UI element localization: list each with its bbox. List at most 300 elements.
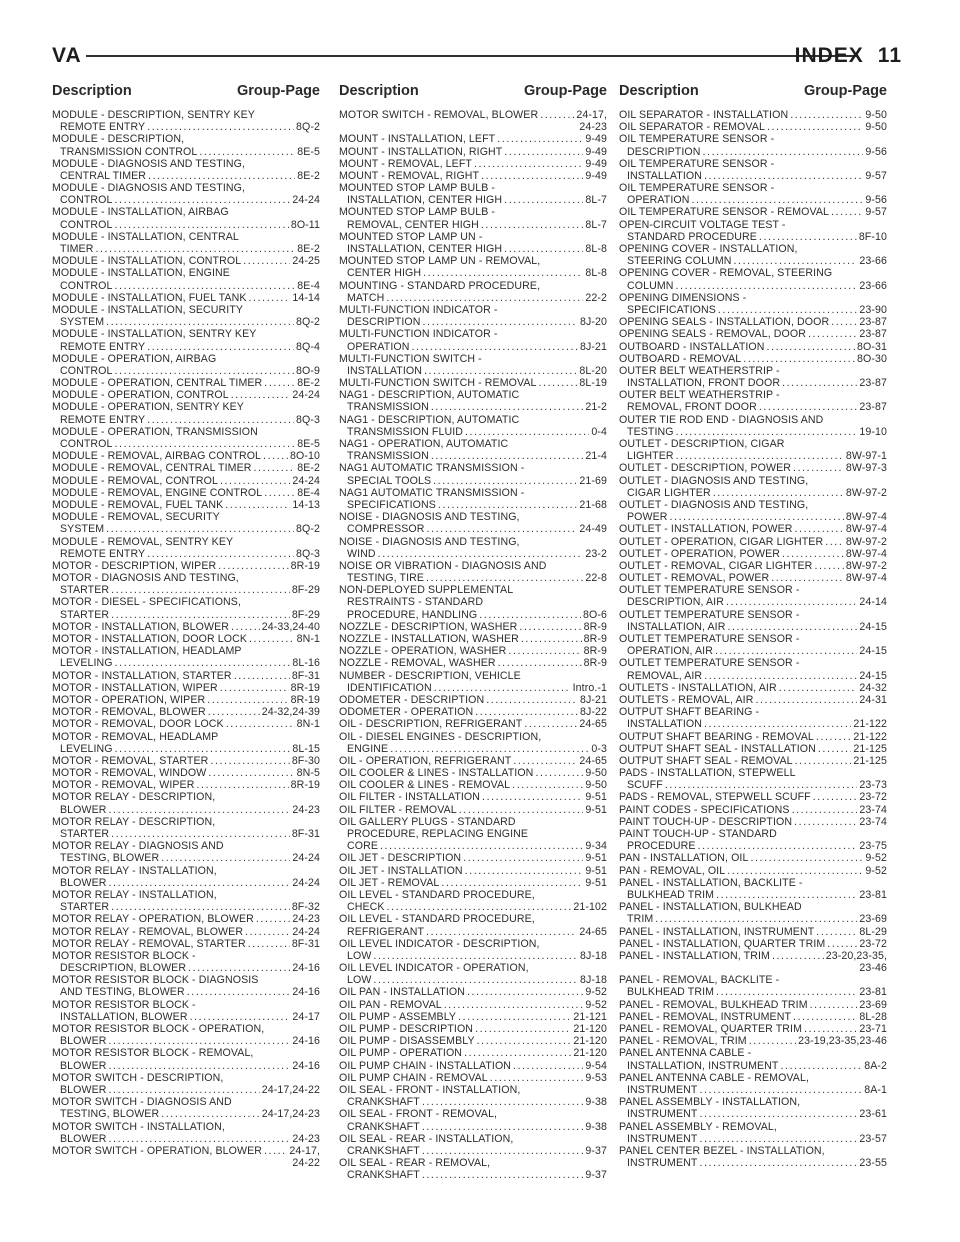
entry-text: PANEL - REMOVAL, INSTRUMENT [619,1010,792,1023]
dot-leader [373,974,578,986]
index-entry-line [52,609,320,621]
index-entry-line [52,146,320,158]
index-entry [52,511,320,535]
index-entry [52,487,320,499]
dot-leader [804,1023,857,1035]
index-entry-line [52,1108,320,1120]
dot-leader [188,962,290,974]
index-entry [619,328,887,340]
manual-code: VA [52,44,82,67]
entry-text: ODOMETER - DESCRIPTION [339,694,485,706]
group-page-ref: 21-4 [585,450,607,463]
index-column-1 [52,109,320,1169]
index-entry-line [339,1108,607,1120]
entry-text: MOTOR SWITCH - OPERATION, BLOWER [52,1144,262,1157]
dot-leader [243,255,290,267]
index-entry [619,694,887,706]
dot-leader [474,158,583,170]
index-entry-line [619,901,887,913]
group-page-ref: 23-72 [859,791,887,804]
group-page-ref-continued: 24-23 [579,121,607,134]
dot-leader [115,219,289,231]
dot-leader [727,621,857,633]
index-entry-line [619,621,887,633]
index-entry-line [52,877,320,889]
index-entry-line [619,292,887,304]
index-entry-line [619,487,887,499]
entry-text: OIL FILTER - INSTALLATION [339,791,481,804]
index-entry [339,938,607,962]
index-entry [52,974,320,998]
index-entry-line [619,219,887,231]
entry-text: NOISE OR VIBRATION - DIAGNOSIS AND [339,559,547,572]
index-entry-line [339,170,607,182]
group-page-ref: 9-51 [585,864,607,877]
group-page-ref: 24-15 [859,669,887,682]
entry-text: OUTER BELT WEATHERSTRIP - [619,364,780,377]
entry-text: NOZZLE - OPERATION, WASHER [339,645,507,658]
entry-text: NAG1 - OPERATION, AUTOMATIC [339,438,509,451]
dot-leader [477,1035,572,1047]
index-entry-line [619,499,887,511]
index-entry [339,511,607,535]
group-page-ref: 8F-30 [291,754,320,767]
group-page-ref: 23-61 [859,1108,887,1121]
index-entry [52,633,320,645]
entry-text: NAG1 - DESCRIPTION, AUTOMATIC [339,389,520,402]
dot-leader [115,194,291,206]
index-entry-line [52,926,320,938]
dot-leader [254,462,296,474]
index-entry [619,609,887,633]
entry-text: MODULE - REMOVAL, ENGINE CONTROL [52,486,263,499]
index-entry [339,182,607,206]
index-entry-line [339,194,607,206]
index-entry-line [339,731,607,743]
entry-text: MOTOR - REMOVAL, WINDOW [52,767,207,780]
index-entry [619,1072,887,1096]
index-entry [339,816,607,853]
index-entry-line [619,231,887,243]
index-entry [339,718,607,730]
dot-leader [504,146,583,158]
index-entry [619,755,887,767]
index-entry-line [52,450,320,462]
entry-text: REFRIGERANT [347,925,425,938]
index-entry-line [339,1084,607,1096]
index-entry-line [619,743,887,755]
index-entry-line [619,1035,887,1047]
entry-text: MOUNT - INSTALLATION, LEFT [339,133,496,146]
group-page-ref: 8R-19 [290,694,320,706]
dot-leader [814,560,843,572]
index-entry-line [339,1145,607,1157]
entry-text: OIL COOLER & LINES - REMOVAL [339,779,511,792]
group-page-ref: 9-38 [585,1120,607,1133]
entry-text: OUTLET - DIAGNOSIS AND TESTING, [619,474,809,487]
group-page-ref: 21-69 [579,474,607,487]
entry-text: OUTLETS - REMOVAL, AIR [619,694,754,706]
dot-leader [699,1084,862,1096]
index-entry [52,597,320,621]
index-entry [339,1060,607,1072]
entry-text: OPENING COVER - REMOVAL, STEERING [619,267,833,280]
index-entry-line [619,852,887,864]
entry-text: OPENING SEALS - REMOVAL, DOOR [619,328,806,341]
group-page-ref: 24-23 [292,1132,320,1145]
dot-leader [716,987,857,999]
index-entry [619,499,887,523]
dot-leader [463,852,583,864]
index-entry-line [619,779,887,791]
index-entry [52,560,320,572]
entry-text: MOTOR RESISTOR BLOCK - DIAGNOSIS [52,974,259,987]
group-page-ref: 24-23 [292,803,320,816]
index-entry-line [52,865,320,877]
entry-text: MODULE - REMOVAL, CENTRAL TIMER [52,462,252,475]
index-entry [339,462,607,486]
entry-text: OUTLET - DIAGNOSIS AND TESTING, [619,499,809,511]
index-entry [339,779,607,791]
dot-leader [161,852,290,864]
index-entry [339,487,607,511]
index-entry [339,865,607,877]
entry-text: OIL SEPARATOR - REMOVAL [619,121,765,134]
entry-text: BULKHEAD TRIM [627,889,715,901]
entry-text: BLOWER [60,1059,107,1072]
entry-text: BLOWER [60,1132,107,1145]
entry-text: MATCH [347,291,385,304]
index-entry-line [52,487,320,499]
entry-text: MOTOR RESISTOR BLOCK - [52,949,196,962]
index-entry-line [619,560,887,572]
entry-text: STANDARD PROCEDURE [627,230,757,243]
entry-text: OIL SEAL - REAR - REMOVAL, [339,1157,491,1170]
dot-leader [187,987,291,999]
entry-text: PANEL ANTENNA CABLE - REMOVAL, [619,1071,810,1084]
entry-text: MOUNTING - STANDARD PROCEDURE, [339,279,541,292]
dot-leader [704,670,857,682]
entry-text: OIL PAN - REMOVAL [339,998,442,1011]
dot-leader [226,718,295,730]
entry-text: MOTOR RELAY - OPERATION, BLOWER [52,913,254,926]
group-page-ref: 8L-8 [585,267,607,280]
index-entry-line [339,426,607,438]
dot-leader [540,109,574,121]
dot-leader [426,572,583,584]
index-entry [52,353,320,377]
index-entry-line [339,645,607,657]
index-column-2 [339,109,607,1182]
index-entry-line [52,377,320,389]
entry-text: MOTOR RELAY - DESCRIPTION, [52,815,216,828]
dot-leader [109,1084,260,1096]
group-page-ref: 21-125 [853,754,887,767]
entry-text: LIGHTER [627,450,674,463]
group-page-ref: 21-2 [585,401,607,414]
index-entry-line [52,255,320,267]
dot-leader [670,511,844,523]
entry-text: CRANKSHAFT [347,1096,420,1109]
group-page-ref: 8Q-2 [296,121,320,134]
dot-leader [813,792,858,804]
index-entry [339,913,607,937]
index-entry-line [52,292,320,304]
index-entry [339,584,607,621]
index-entry-line [52,1133,320,1145]
group-page-ref: 8R-9 [583,645,607,658]
dot-leader [513,755,577,767]
index-entry-line [619,767,887,779]
entry-text: MODULE - INSTALLATION, ENGINE [52,267,230,280]
entry-text: TRANSMISSION [347,450,429,463]
group-page-ref: 0-4 [591,425,607,438]
entry-text: MOTOR RELAY - INSTALLATION, [52,864,217,877]
index-entry-line [339,828,607,840]
entry-text: OUTPUT SHAFT SEAL - INSTALLATION [619,742,816,755]
dot-leader [147,548,294,560]
index-entry-line [52,597,320,609]
entry-text: CONTROL [60,218,113,231]
dot-leader [490,1072,584,1084]
dot-leader [115,280,296,292]
index-entry-line [52,1011,320,1023]
group-page-ref: 8O-9 [296,364,320,377]
index-entry-line [339,523,607,535]
entry-text: OUTLETS - INSTALLATION, AIR [619,681,777,694]
index-entry-line [339,755,607,767]
index-entry [339,767,607,779]
index-entry-line [339,767,607,779]
group-page-ref: 8L-15 [292,742,320,755]
group-page-ref: 23-66 [859,279,887,292]
group-page-ref: 22-2 [585,291,607,304]
entry-text: MOTOR SWITCH - INSTALLATION, [52,1120,225,1133]
index-entry-line [619,828,887,840]
index-entry-line [52,950,320,962]
index-entry-line [52,755,320,767]
dot-leader [699,1133,857,1145]
index-entry [52,292,320,304]
entry-text: MOUNTED STOP LAMP UN - REMOVAL, [339,255,541,268]
entry-text: MODULE - OPERATION, AIRBAG [52,352,217,365]
index-entry-line [52,670,320,682]
group-page-ref: 8E-2 [297,243,320,256]
index-entry-line [339,718,607,730]
group-page-ref: 21-122 [853,718,887,731]
index-entry [619,852,887,864]
index-entry [52,572,320,596]
group-page-ref-continued: 24-22 [292,1157,320,1170]
group-page-ref: 8O-6 [583,608,607,621]
entry-text: AND TESTING, BLOWER [60,986,185,999]
index-entry-line [339,792,607,804]
index-entry [339,414,607,438]
index-entry-line [52,475,320,487]
index-entry [339,207,607,231]
index-entry-line [339,572,607,584]
index-entry-line [619,426,887,438]
entry-text: OIL GALLERY PLUGS - STANDARD [339,815,516,828]
index-entry-line [619,365,887,377]
entry-text: PANEL - REMOVAL, QUARTER TRIM [619,1023,803,1036]
index-entry [619,365,887,389]
entry-text: MOUNT - REMOVAL, LEFT [339,157,472,170]
group-page-ref: 21-120 [573,1035,607,1048]
dot-leader [423,267,583,279]
index-entry-line [339,280,607,292]
running-header [795,44,902,68]
index-entry [619,243,887,267]
index-entry [339,1133,607,1157]
dot-leader [699,1108,857,1120]
index-entry [339,255,607,279]
entry-text: OIL SEAL - FRONT - INSTALLATION, [339,1084,521,1096]
index-entry-line [339,987,607,999]
index-entry-line [619,377,887,389]
index-entry [52,706,320,718]
entry-text: PROCEDURE [627,840,696,853]
entry-text: MOTOR RESISTOR BLOCK - [52,998,196,1011]
index-entry-line [339,462,607,474]
index-entry [619,706,887,730]
index-entry-line [52,267,320,279]
entry-text: MOTOR SWITCH - REMOVAL, BLOWER [339,109,539,121]
dot-leader [115,743,291,755]
dot-leader [231,389,291,401]
entry-text: PANEL - INSTALLATION, TRIM [619,949,770,962]
index-entry-line [339,840,607,852]
group-page-ref: 23-2 [585,547,607,560]
index-entry-line [52,523,320,535]
index-entry [52,1047,320,1071]
dot-leader [234,670,290,682]
index-entry-line [339,243,607,255]
entry-text: OUTBOARD - REMOVAL [619,352,742,365]
index-entry-line [52,389,320,401]
index-entry [619,901,887,925]
index-entry [619,414,887,438]
entry-text: SYSTEM [60,316,105,329]
entry-text: OIL PUMP CHAIN - REMOVAL [339,1071,488,1084]
group-page-ref: 22-8 [585,572,607,585]
dot-leader [676,426,858,438]
entry-text: SPECIFICATIONS [627,304,716,316]
index-entry [52,718,320,730]
dot-leader [225,499,290,511]
index-entry [52,755,320,767]
dot-leader [818,743,852,755]
group-page-ref: 24-65 [579,718,607,731]
group-page-ref: 21-102 [573,901,607,914]
group-page-ref: 8J-22 [580,706,607,719]
entry-text: OIL PUMP - ASSEMBLY [339,1010,457,1023]
group-page-ref: 19-10 [859,425,887,438]
index-entry [52,645,320,669]
dot-leader [111,609,290,621]
dot-leader [718,304,857,316]
entry-text: MULTI-FUNCTION INDICATOR - [339,304,498,316]
index-entry [339,304,607,328]
entry-text: MODULE - INSTALLATION, CONTROL [52,255,242,268]
group-page-ref: 9-51 [585,876,607,889]
entry-text: OIL FILTER - REMOVAL [339,803,457,816]
index-entry-line [619,267,887,279]
entry-text: MULTI-FUNCTION SWITCH - [339,352,482,365]
dot-leader [111,901,290,913]
dot-leader [781,1060,863,1072]
index-entry-line [339,621,607,633]
group-page-ref: 8E-2 [297,462,320,475]
entry-text: PAN - REMOVAL, OIL [619,864,726,877]
group-page-ref: 8L-7 [585,218,607,231]
dot-leader [115,657,291,669]
entry-text: POWER [627,511,668,524]
index-entry-line [339,438,607,450]
entry-text: BLOWER [60,876,107,889]
dot-leader [475,1023,571,1035]
index-entry [619,584,887,608]
index-entry-line [619,109,887,121]
index-entry [619,560,887,572]
index-entry-line [619,706,887,718]
entry-text: PANEL ASSEMBLY - REMOVAL, [619,1120,777,1133]
entry-text: MODULE - DESCRIPTION, SENTRY KEY [52,109,255,121]
group-page-ref: 23-87 [859,328,887,341]
index-entry-line [52,804,320,816]
index-entry-line [339,267,607,279]
index-entry-line [339,511,607,523]
index-entry [339,170,607,182]
entry-text: LOW [347,974,372,987]
group-page-ref: 24-15 [859,620,887,633]
dot-leader [422,1121,584,1133]
entry-text: OIL SEAL - REAR - INSTALLATION, [339,1132,514,1145]
index-entry [619,792,887,804]
group-page-ref: 24-15 [859,645,887,658]
index-entry-line [52,109,320,121]
index-entry-line [339,682,607,694]
group-page-ref: 9-50 [585,767,607,780]
group-page-ref-continued: 23-46 [859,962,887,975]
index-entry [52,792,320,816]
dot-leader [481,219,584,231]
entry-text: OPERATION, AIR [627,645,713,658]
index-entry-line [339,999,607,1011]
index-entry-line [339,231,607,243]
index-entry-line [52,999,320,1011]
group-page-ref: 24-24 [292,852,320,865]
entry-text: OUTLET - OPERATION, POWER [619,547,781,560]
entry-text: PANEL - INSTALLATION, BULKHEAD [619,901,802,914]
index-entry [619,523,887,535]
index-entry [619,548,887,560]
entry-text: INSTALLATION [627,718,702,731]
entry-text: STARTER [60,828,110,841]
index-entry [52,682,320,694]
index-entry-line [52,682,320,694]
index-entry-line [52,207,320,219]
entry-text: OIL TEMPERATURE SENSOR - REMOVAL [619,206,830,219]
index-entry-line [339,926,607,938]
index-entry-line [339,536,607,548]
index-entry [619,133,887,157]
group-page-ref: 9-53 [585,1071,607,1084]
index-entry-line [52,706,320,718]
index-entry [339,670,607,694]
entry-text: MOTOR RELAY - REMOVAL, STARTER [52,937,246,950]
dot-leader [390,743,589,755]
